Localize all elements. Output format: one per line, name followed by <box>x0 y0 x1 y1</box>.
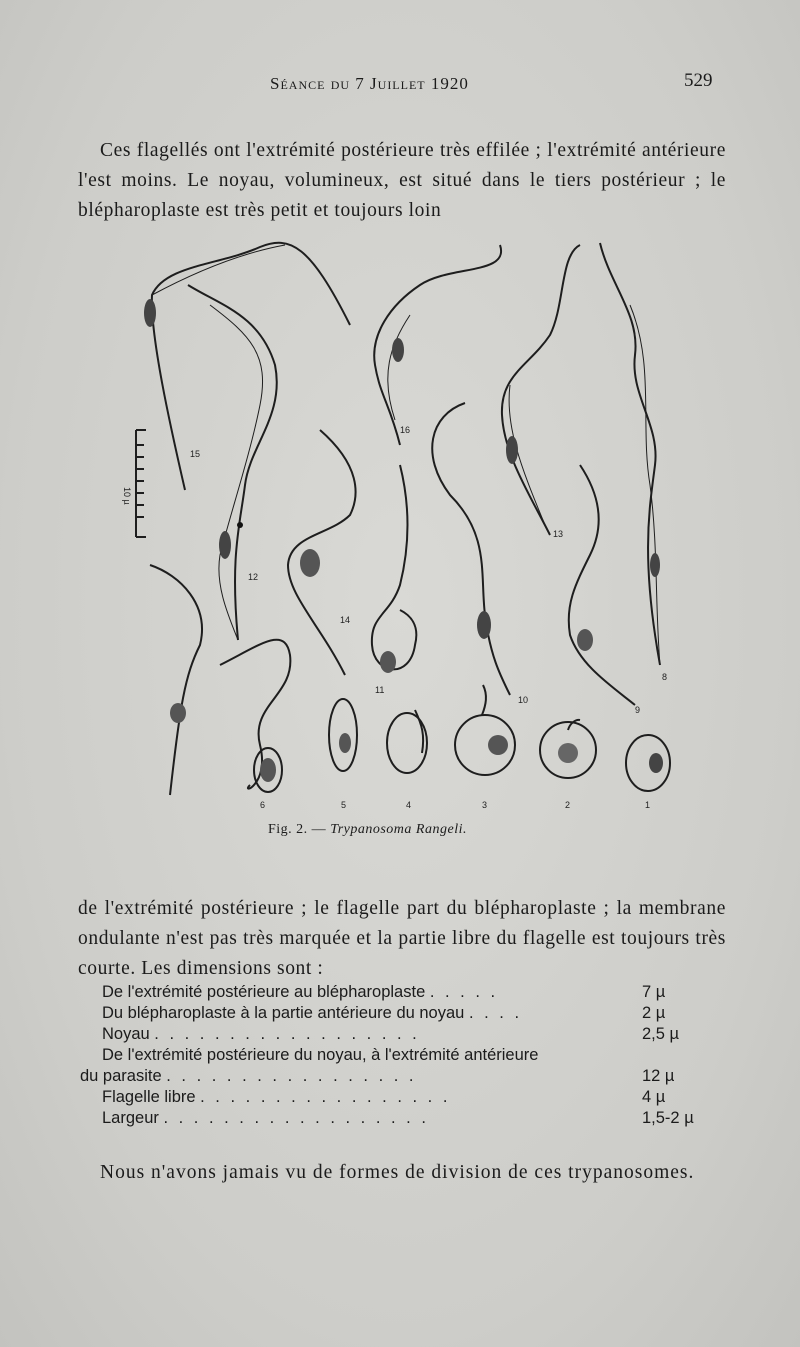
dimension-row <box>80 982 720 1003</box>
running-head: Séance du 7 Juillet 1920 <box>270 74 469 93</box>
figure-label-6: 6 <box>260 800 266 810</box>
figure-label-8: 8 <box>662 672 668 682</box>
dimension-leader: . . . . <box>468 1004 523 1022</box>
page-header <box>0 70 800 100</box>
paragraph-3: Nous n'avons jamais vu de formes de division de ces trypanosomes. <box>100 1161 695 1183</box>
scale-bar-label: 10 µ <box>122 487 132 505</box>
dimension-leader: . . . . . . . . . . . . . . . . . <box>166 1067 417 1085</box>
dimension-row <box>80 1066 720 1087</box>
dimension-row <box>80 1003 720 1024</box>
figure-label-10: 10 <box>518 695 529 705</box>
dimension-label: Noyau <box>102 1025 150 1043</box>
dimension-label: De l'extrémité postérieure au blépharoplaste <box>102 983 426 1001</box>
figure-caption <box>268 822 467 838</box>
dimension-label: Flagelle libre <box>102 1088 196 1106</box>
trypanosoma-figure <box>110 225 690 815</box>
paragraph-1: Ces flagellés ont l'extrémité postérieure très effilée ; l'extrémité antérieure l'est moins. Le noyau, volumineux, est situé dans le tiers postérieur ; le blépharoplaste est très petit et toujours loin <box>78 139 726 221</box>
dimension-label: De l'extrémité postérieure du noyau, à l'extrémité antérieure <box>102 1046 539 1064</box>
dimension-value: 1,5-2 µ <box>642 1109 694 1127</box>
scale-bar <box>136 430 146 537</box>
figure-label-4: 4 <box>406 800 412 810</box>
dimension-row <box>80 1108 720 1129</box>
figure-label-12: 12 <box>248 572 259 582</box>
dimension-row <box>80 1045 720 1066</box>
figure-label-14: 14 <box>340 615 351 625</box>
figure-label-15: 15 <box>190 449 201 459</box>
dimension-label: du parasite <box>80 1067 162 1085</box>
dimension-leader: . . . . . <box>429 983 499 1001</box>
dimension-leader: . . . . . . . . . . . . . . . . . . <box>163 1109 429 1127</box>
trypanosoma-illustration <box>110 225 690 815</box>
figure-label-5: 5 <box>341 800 347 810</box>
dimension-row <box>80 1087 720 1108</box>
figure-label-1: 1 <box>645 800 651 810</box>
dimension-leader: . . . . . . . . . . . . . . . . . . <box>154 1025 420 1043</box>
dimension-value: 4 µ <box>642 1088 666 1106</box>
figure-label-16: 16 <box>400 425 411 435</box>
dimension-leader: . . . . . . . . . . . . . . . . . <box>200 1088 451 1106</box>
caption-prefix: Fig. 2. — <box>268 822 327 837</box>
dimension-label: Largeur <box>102 1109 159 1127</box>
page-number: 529 <box>684 70 713 91</box>
caption-title: Trypanosoma Rangeli. <box>330 822 467 837</box>
paragraph-2: de l'extrémité postérieure ; le flagelle part du blépharoplaste ; la membrane ondulante n'est pas très marquée et la partie libre du flagelle est toujours très courte. Les dimensions sont : <box>78 897 726 979</box>
dimension-value: 7 µ <box>642 983 666 1001</box>
dimension-value: 2 µ <box>642 1004 666 1022</box>
dimension-row <box>80 1024 720 1045</box>
dimension-value: 12 µ <box>642 1067 675 1085</box>
figure-label-2: 2 <box>565 800 571 810</box>
dimension-label: Du blépharoplaste à la partie antérieure du noyau <box>102 1004 465 1022</box>
dimensions-table <box>80 982 720 1129</box>
figure-label-9: 9 <box>635 705 641 715</box>
dimension-value: 2,5 µ <box>642 1025 680 1043</box>
figure-label-11: 11 <box>375 685 385 695</box>
figure-label-13: 13 <box>553 529 564 539</box>
figure-label-3: 3 <box>482 800 488 810</box>
